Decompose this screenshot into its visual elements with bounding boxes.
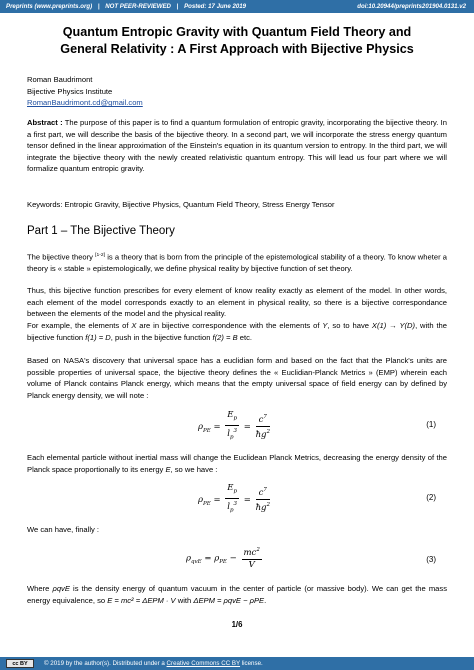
math: ρqvE bbox=[52, 584, 70, 593]
equation-body: $\rho_{PE}$ = $\frac{E_p}{l_p^3}$ = $\frac{c^7}{ħg^2}$ bbox=[198, 483, 270, 514]
math: X(1) → Y(D) bbox=[371, 321, 416, 330]
title-line: General Relativity : A First Approach with Bijective Physics bbox=[60, 42, 414, 56]
paragraph: We can have, finally : bbox=[27, 525, 100, 534]
text-run: is the density energy of quantum vacuum in the center of particle (or massive body). We can get the mass energy equivalence, so bbox=[27, 584, 447, 605]
license-footer-bar bbox=[0, 657, 474, 670]
keywords: Keywords: Entropic Gravity, Bijective Physics, Quantum Field Theory, Stress Energy Tensor bbox=[27, 200, 335, 209]
header-separator: | bbox=[97, 3, 100, 10]
equation-body: $\rho_{PE}$ = $\frac{E_p}{l_p^3}$ = $\frac{c^7}{ħg^2}$ bbox=[198, 410, 270, 441]
math: E bbox=[165, 464, 171, 474]
text-run: , with the bijective function bbox=[27, 321, 447, 342]
header-left bbox=[6, 0, 246, 13]
equation-number: (1) bbox=[426, 420, 436, 429]
equation-number: (2) bbox=[426, 493, 436, 502]
paragraph bbox=[27, 320, 447, 343]
text-run: © 2019 by the author(s). Distributed under a bbox=[44, 660, 167, 667]
text-run: For example, the elements of bbox=[27, 321, 132, 330]
text-run: . bbox=[264, 595, 267, 605]
abstract-label: Abstract : bbox=[27, 118, 63, 127]
text-run: , push in the bijective function bbox=[110, 332, 213, 342]
title-line: Quantum Entropic Gravity with Quantum Field Theory and bbox=[62, 25, 412, 39]
author-block bbox=[27, 74, 447, 109]
doi-link[interactable]: doi:10.20944/preprints201904.0131.v2 bbox=[357, 3, 466, 10]
text-run: are in bijective correspondence with the elements of bbox=[136, 321, 323, 330]
text-run: Where bbox=[27, 584, 53, 593]
equation-number: (3) bbox=[426, 555, 436, 564]
text-run: Each elemental particle without inertial mass will change the Euclidean Planck Metrics, decreasing the energy density of the Planck space proportionally to its energy bbox=[27, 453, 447, 474]
text-run: license. bbox=[240, 660, 263, 667]
abstract-text: The purpose of this paper is to find a quantum formulation of entropic gravity, incorporating the bijective theory. In a first part, we will describe the basis of the bijective theory. In a second part, we will incorporate the stress energy quantum tensor defined in the linear approximation of the Einstein's equation in its quantum version to entropy. In the third part, we will integrate the bijective theory with the newly created relativistic quantum entropy. This will lead us four part where we will formalize quantum entropic gravity. bbox=[27, 118, 447, 174]
equation-1 bbox=[0, 408, 474, 444]
text-run: The bijective theory bbox=[27, 252, 96, 262]
cc-by-badge-icon: cc BY bbox=[6, 659, 34, 668]
paragraph bbox=[27, 250, 447, 275]
reference[interactable]: [1-2] bbox=[95, 253, 106, 258]
author-institute: Bijective Physics Institute bbox=[27, 86, 113, 96]
math: f(2) = B bbox=[212, 332, 238, 342]
math: f(1) = D bbox=[85, 332, 111, 342]
text-run: etc. bbox=[237, 332, 253, 342]
preprint-header-bar bbox=[0, 0, 474, 13]
author-email-link[interactable]: RomanBaudrimont.cd@gmail.com bbox=[27, 98, 143, 108]
posted-date: Posted: 17 June 2019 bbox=[184, 3, 247, 10]
equation-body: $\rho_{qvE} = \rho_{PE}$ − $\frac{mc^2}{V}$ bbox=[186, 547, 260, 570]
author-name: Roman Baudrimont bbox=[27, 75, 93, 84]
equation-3 bbox=[0, 543, 474, 579]
paragraph bbox=[27, 583, 447, 606]
abstract bbox=[27, 117, 447, 175]
paper-title bbox=[20, 24, 454, 58]
page-number: 1/6 bbox=[231, 620, 243, 629]
license-text bbox=[44, 657, 263, 670]
paragraph: Based on NASA's discovery that universal space has a euclidian form and based on the fact that the Planck's units are possible properties of universal space, the bijective theory defines the « Euclidian-Planck Metrics » (EMP) wherein each volume of Planck contains Planck energy, which means that the empty universal space of field energy can by defined by Planck energy density, we will note : bbox=[27, 356, 447, 400]
equation-2 bbox=[0, 481, 474, 517]
paragraph: Thus, this bijective function prescribes for every element of know reality exactly as element of the model. In other words, each element of the model corresponds exactly to an element in physical reality, so there is a bijective correspondance between the elements of the model and the physical reality. bbox=[27, 286, 447, 319]
text-run: , so we have : bbox=[170, 464, 218, 474]
text-run: with bbox=[175, 595, 194, 605]
text-run: is a theory that is born from the principle of the epistemological stability of a theory. To know wheter a theory is « stable » epistemologically, we define physical reality by bijective function of set theory. bbox=[27, 252, 447, 274]
math: E = mc² = ΔEPM · V bbox=[107, 595, 176, 605]
header-separator: | bbox=[176, 3, 179, 10]
review-status: NOT PEER-REVIEWED bbox=[105, 3, 171, 10]
license-link[interactable]: Creative Commons CC BY bbox=[166, 660, 241, 667]
paragraph bbox=[27, 452, 447, 475]
math: Y bbox=[322, 321, 328, 330]
math: ΔEPM = ρqvE − ρPE bbox=[193, 595, 265, 605]
math: X bbox=[131, 321, 137, 330]
text-run: , so to have bbox=[327, 321, 372, 330]
site-link[interactable]: Preprints (www.preprints.org) bbox=[6, 3, 93, 10]
section-heading: Part 1 – The Bijective Theory bbox=[27, 225, 175, 237]
